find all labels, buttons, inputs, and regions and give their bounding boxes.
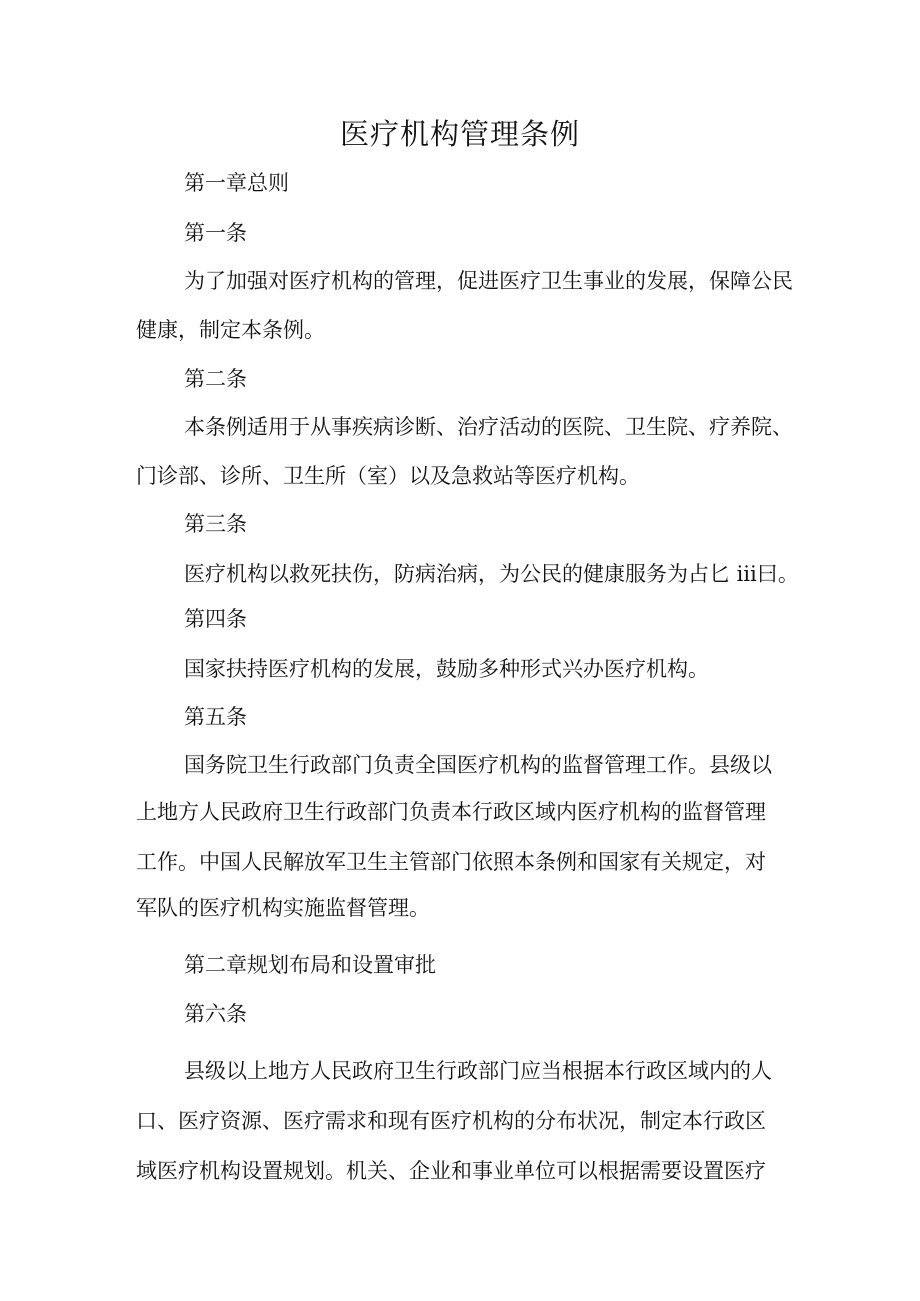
paragraph-line: 上地方人民政府卫生行政部门负责本行政区域内医疗机构的监督管理	[136, 800, 766, 824]
paragraph-line: 口、医疗资源、医疗需求和现有医疗机构的分布状况，制定本行政区	[136, 1109, 766, 1133]
article-heading-1: 第一条	[184, 221, 247, 245]
article-heading-5: 第五条	[184, 705, 247, 729]
paragraph-line: 县级以上地方人民政府卫生行政部门应当根据本行政区域内的人	[184, 1059, 772, 1083]
paragraph-line: 域医疗机构设置规划。机关、企业和事业单位可以根据需要设置医疗	[136, 1159, 766, 1183]
article-heading-6: 第六条	[184, 1002, 247, 1026]
chapter-heading-1: 第一章总则	[184, 171, 289, 195]
chapter-heading-2: 第二章规划布局和设置审批	[184, 953, 436, 977]
document-title: 医疗机构管理条例	[339, 117, 580, 151]
paragraph-line: 本条例适用于从事疾病诊断、治疗活动的医院、卫生院、疗养院、	[184, 415, 793, 439]
article-heading-3: 第三条	[184, 512, 247, 536]
article-heading-4: 第四条	[184, 607, 247, 631]
paragraph-line: 工作。中国人民解放军卫生主管部门依照本条例和国家有关规定，对	[136, 850, 766, 874]
paragraph-line: 健康，制定本条例。	[136, 318, 325, 342]
paragraph-line: 为了加强对医疗机构的管理，促进医疗卫生事业的发展，保障公民	[184, 269, 793, 293]
article-heading-2: 第二条	[184, 367, 247, 391]
paragraph-line: 医疗机构以救死扶伤，防病治病，为公民的健康服务为占匕 ⅲ曰。	[184, 562, 799, 586]
paragraph-line: 国务院卫生行政部门负责全国医疗机构的监督管理工作。县级以	[184, 753, 772, 777]
paragraph-line: 军队的医疗机构实施监督管理。	[136, 896, 430, 920]
paragraph-line: 国家扶持医疗机构的发展，鼓励多种形式兴办医疗机构。	[184, 657, 709, 681]
paragraph-line: 门诊部、诊所、卫生所（室）以及急救站等医疗机构。	[136, 464, 640, 488]
